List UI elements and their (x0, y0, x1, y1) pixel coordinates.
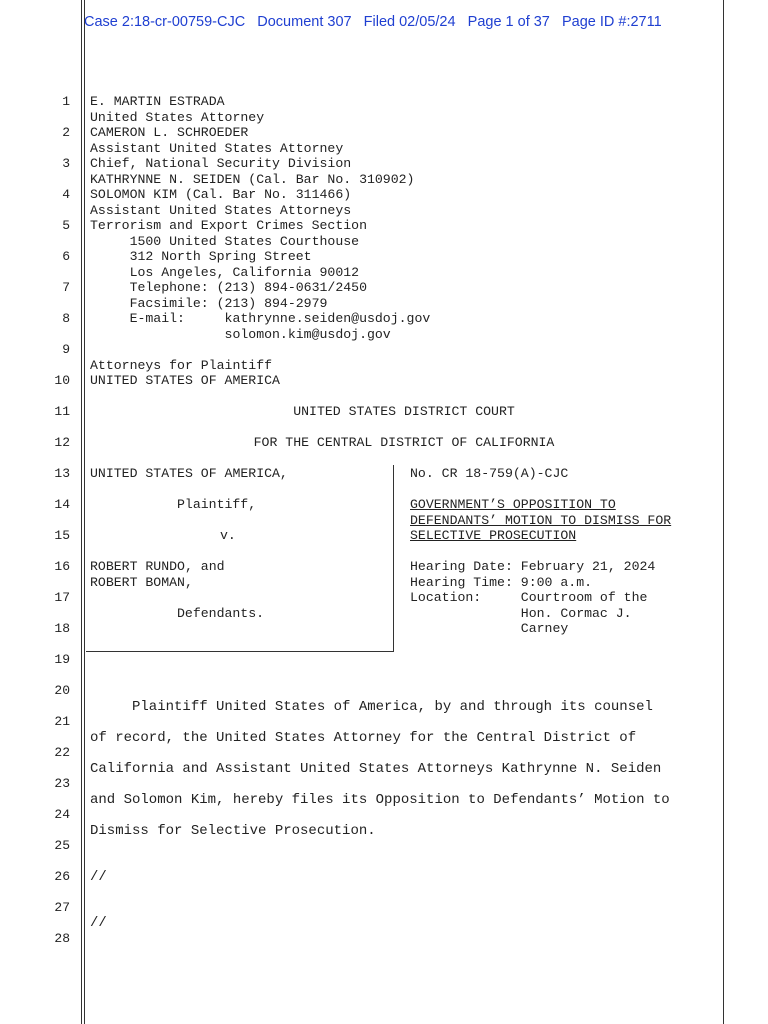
attorney-line: Telephone: (213) 894-0631/2450 (90, 280, 367, 295)
body-line: Plaintiff United States of America, by and through its counsel (90, 699, 653, 715)
line-number: 25 (54, 838, 70, 853)
line-number: 14 (54, 497, 70, 512)
line-number: 24 (54, 807, 70, 822)
line-number: 15 (54, 528, 70, 543)
line-number: 27 (54, 900, 70, 915)
body-line: Dismiss for Selective Prosecution. (90, 823, 376, 839)
line-number: 28 (54, 931, 70, 946)
attorney-email-line[interactable]: E-mail: kathrynne.seiden@usdoj.gov (90, 311, 431, 326)
attorney-line: CAMERON L. SCHROEDER (90, 125, 249, 140)
line-number: 11 (54, 404, 70, 419)
line-number: 20 (54, 683, 70, 698)
case-header: Case 2:18-cr-00759-CJC Document 307 Filed 02/05/24 Page 1 of 37 Page ID #:2711 (84, 14, 662, 30)
hearing-location: Carney (410, 621, 569, 636)
line-number: 26 (54, 869, 70, 884)
caption-defendants-role: Defendants. (177, 605, 265, 621)
attorney-line: SOLOMON KIM (Cal. Bar No. 311466) (90, 187, 352, 202)
line-number: 18 (54, 621, 70, 636)
hearing-date: Hearing Date: February 21, 2024 (410, 559, 656, 574)
caption-divider-horizontal (86, 651, 394, 652)
document-title-line: DEFENDANTS’ MOTION TO DISMISS FOR (410, 512, 672, 528)
section-break-slashes: // (90, 915, 107, 931)
line-number: 10 (54, 373, 70, 388)
body-line: and Solomon Kim, hereby files its Opposition to Defendants’ Motion to (90, 792, 670, 808)
attorney-line: E. MARTIN ESTRADA (90, 94, 225, 109)
left-margin-rule-inner (84, 0, 85, 1024)
caption-defendant: ROBERT RUNDO, and (90, 559, 225, 574)
attorneys-for-party: UNITED STATES OF AMERICA (90, 373, 280, 388)
attorney-email-line[interactable]: solomon.kim@usdoj.gov (90, 326, 391, 342)
court-district: FOR THE CENTRAL DISTRICT OF CALIFORNIA (253, 435, 555, 450)
caption-plaintiff-role: Plaintiff, (177, 497, 257, 512)
body-line: California and Assistant United States Attorneys Kathrynne N. Seiden (90, 761, 662, 777)
line-number: 17 (54, 590, 70, 605)
attorney-line: Assistant United States Attorneys (90, 202, 352, 218)
line-number: 5 (62, 218, 70, 233)
line-number: 8 (62, 311, 70, 326)
attorney-line: KATHRYNNE N. SEIDEN (Cal. Bar No. 310902) (90, 171, 415, 187)
line-number: 22 (54, 745, 70, 760)
caption-defendant: ROBERT BOMAN, (90, 574, 193, 590)
left-margin-rule-outer (81, 0, 82, 1024)
line-number: 23 (54, 776, 70, 791)
court-name: UNITED STATES DISTRICT COURT (293, 404, 515, 419)
line-number: 7 (62, 280, 70, 295)
line-number: 3 (62, 156, 70, 171)
line-number: 12 (54, 435, 70, 450)
line-number: 6 (62, 249, 70, 264)
attorney-line: 312 North Spring Street (90, 249, 312, 264)
case-number: No. CR 18-759(A)-CJC (410, 466, 569, 481)
document-title-line: SELECTIVE PROSECUTION (410, 528, 577, 543)
attorneys-for-label: Attorneys for Plaintiff (90, 357, 273, 373)
right-margin-rule (723, 0, 724, 1024)
hearing-location: Hon. Cormac J. (410, 605, 632, 621)
attorney-line: Assistant United States Attorney (90, 140, 344, 156)
section-break-slashes: // (90, 869, 107, 885)
caption-plaintiff: UNITED STATES OF AMERICA, (90, 466, 288, 481)
line-number: 9 (62, 342, 70, 357)
line-number: 1 (62, 94, 70, 109)
attorney-line: 1500 United States Courthouse (90, 233, 360, 249)
line-number: 2 (62, 125, 70, 140)
attorney-line: Los Angeles, California 90012 (90, 264, 360, 280)
document-title-line: GOVERNMENT’S OPPOSITION TO (410, 497, 616, 512)
line-number: 21 (54, 714, 70, 729)
caption-versus: v. (220, 528, 236, 543)
line-number: 4 (62, 187, 70, 202)
attorney-line: Facsimile: (213) 894-2979 (90, 295, 328, 311)
hearing-location: Location: Courtroom of the (410, 590, 648, 605)
attorney-line: United States Attorney (90, 109, 265, 125)
line-number: 16 (54, 559, 70, 574)
caption-divider-vertical (393, 465, 394, 652)
line-number: 19 (54, 652, 70, 667)
attorney-line: Terrorism and Export Crimes Section (90, 218, 367, 233)
body-line: of record, the United States Attorney for the Central District of (90, 730, 637, 746)
attorney-line: Chief, National Security Division (90, 156, 352, 171)
line-number: 13 (54, 466, 70, 481)
hearing-time: Hearing Time: 9:00 a.m. (410, 574, 593, 590)
